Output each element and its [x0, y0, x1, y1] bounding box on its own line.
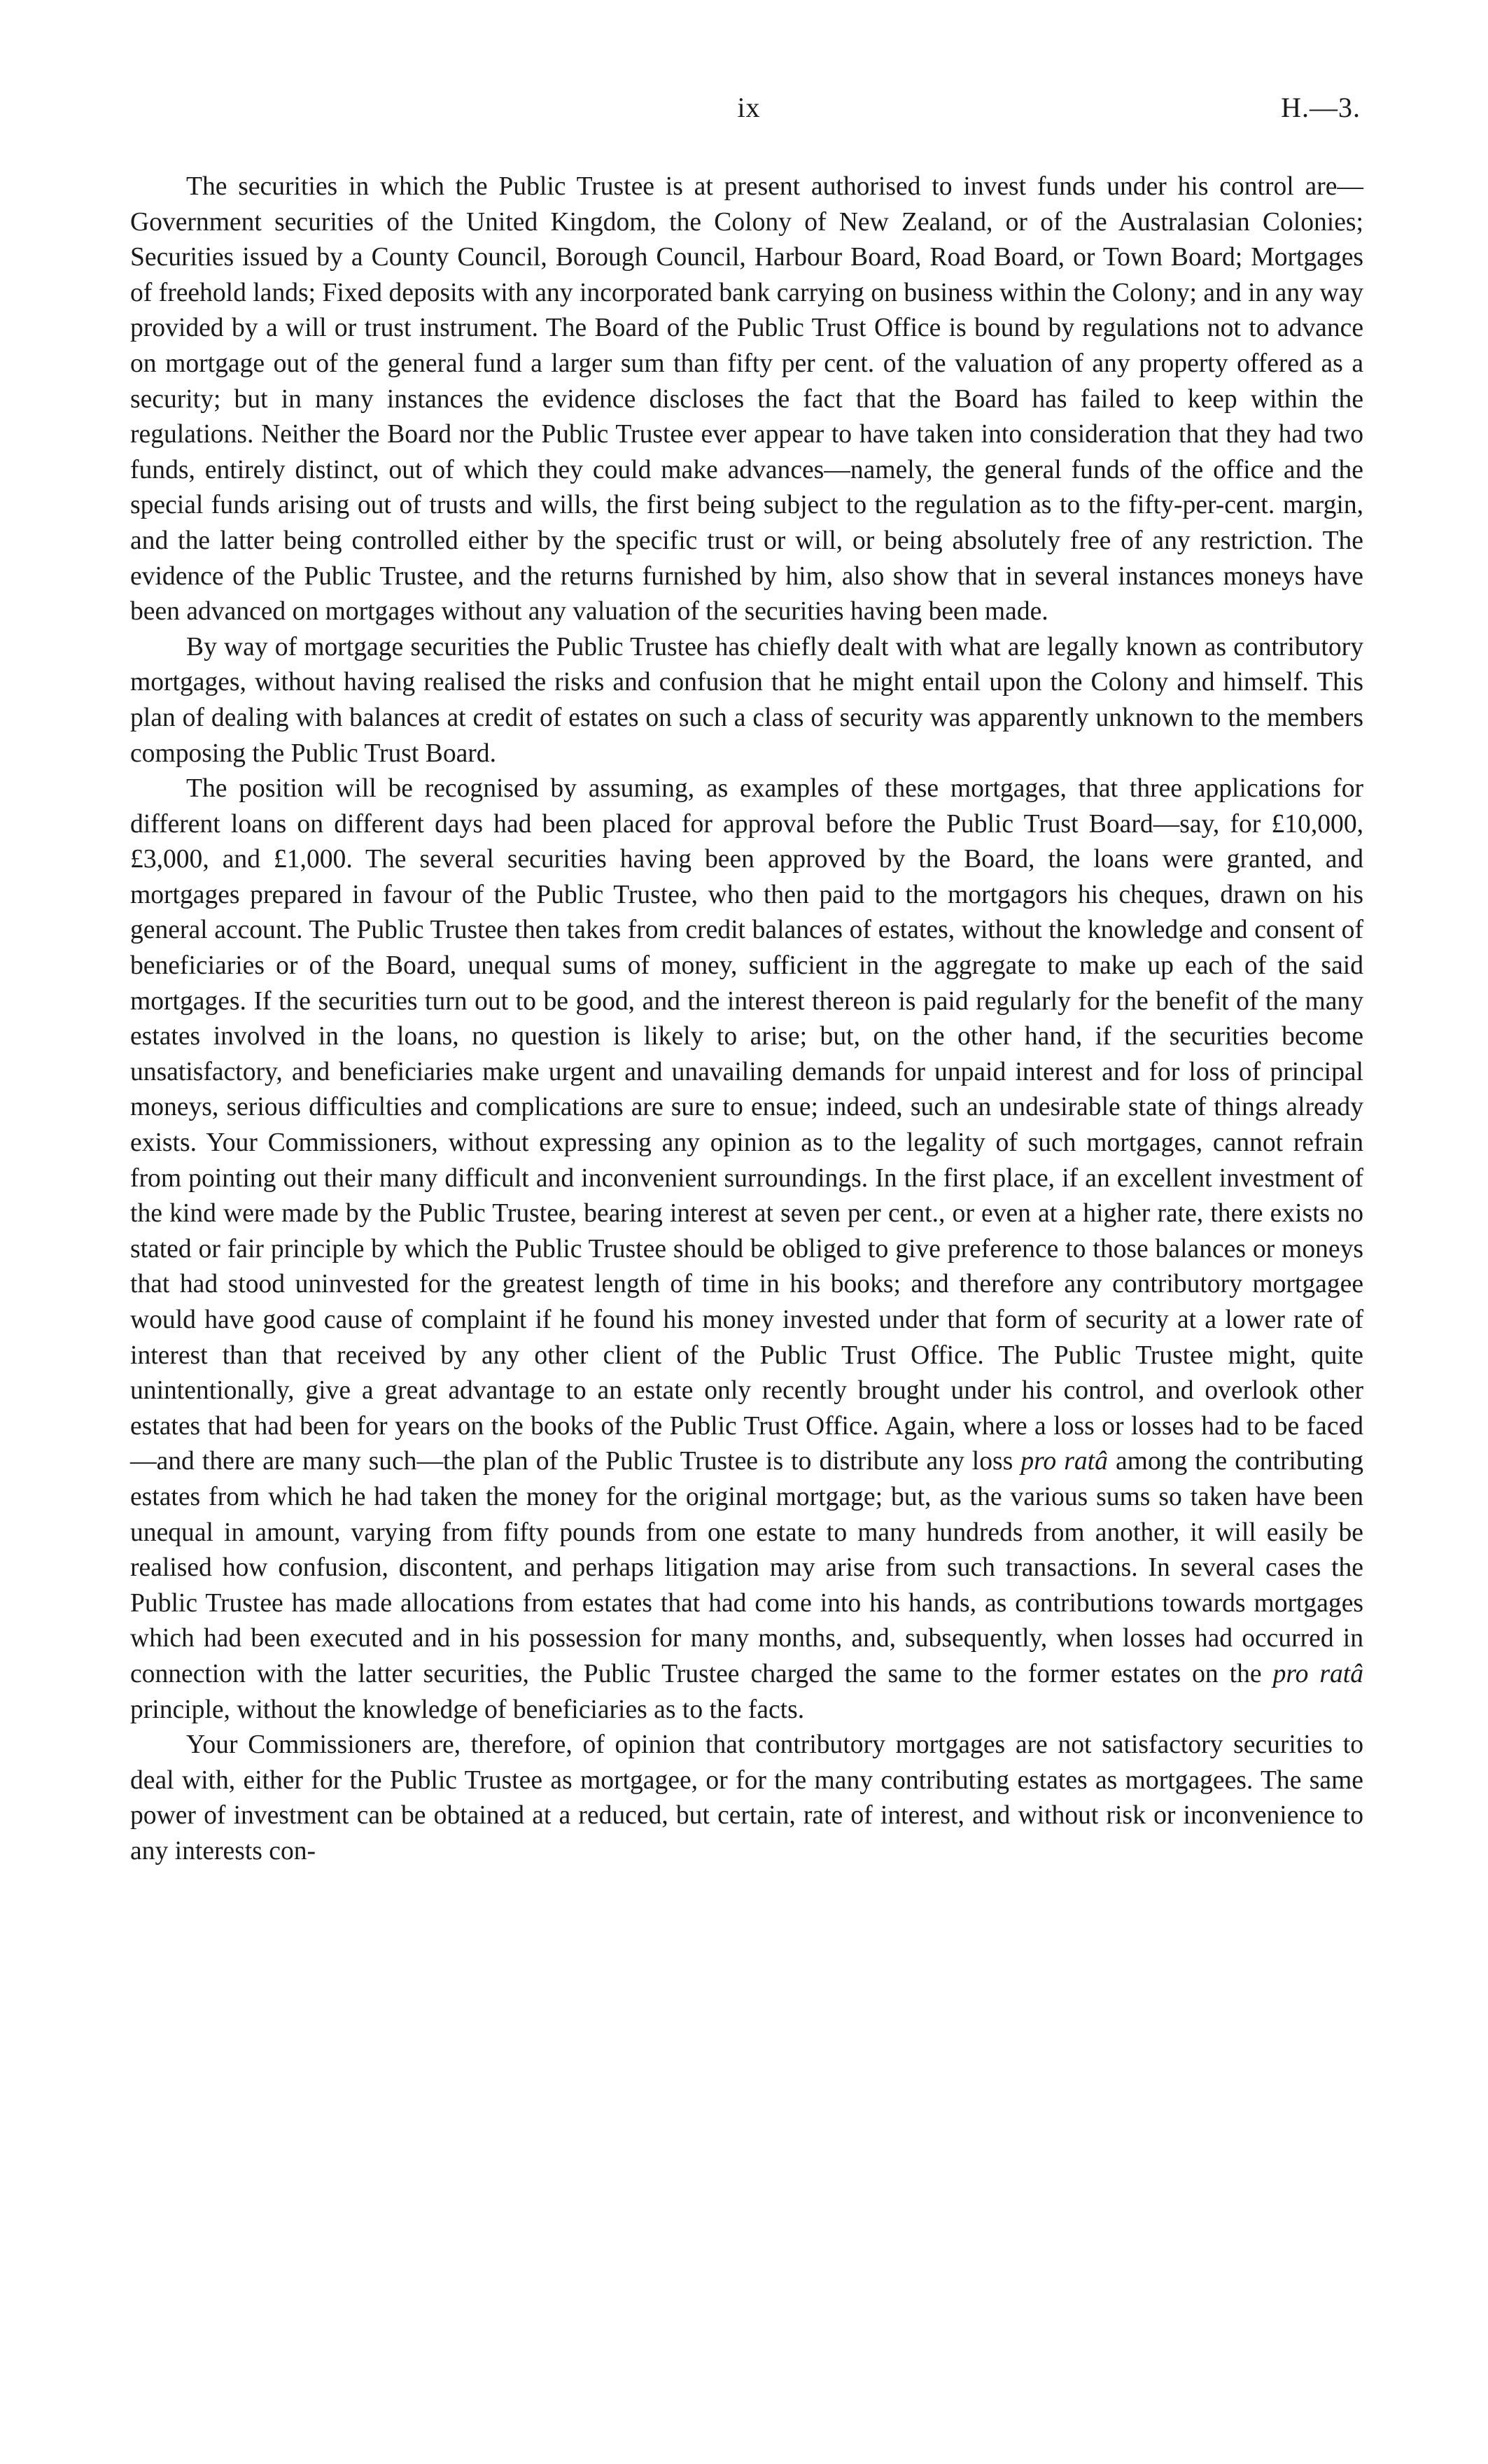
paragraph-commissioners-opinion — [130, 1728, 1363, 1869]
paragraph-text: among the contributing estates from which he had taken the money for the original mortgage; but, as the various sums so taken have been unequal in amount, varying from fifty pounds from one estate to many hundreds from another, it will easily be realised how confusion, discontent, and perhaps litigation may arise from such transactions. In several cases the Public Trustee has made allocations from estates that had come into his hands, as contributions towards mortgages which had been executed and in his possession for many months, and, subsequently, when losses had occurred in connection with the latter securities, the Public Trustee charged the same to the former estates on the — [130, 1447, 1363, 1688]
paragraph-text: Your Commissioners are, therefore, of opinion that contributory mortgages are not satisfactory securities to deal with, either for the Public Trustee as mortgagee, or for the many contributing estates as mortgagees. The same power of investment can be obtained at a reduced, but certain, rate of interest, and without risk or inconvenience to any interests con- — [130, 1730, 1363, 1865]
paragraph-text: By way of mortgage securities the Public Trustee has chiefly dealt with what are legally known as contributory mortgages, without having realised the risks and confusion that he might entail upon the Colony and himself. This plan of dealing with balances at credit of estates on such a class of security was apparently unknown to the members composing the Public Trust Board. — [130, 632, 1363, 768]
latin-phrase: pro ratâ — [1020, 1447, 1108, 1476]
paragraph-text: principle, without the knowledge of beneficiaries as to the facts. — [130, 1695, 805, 1724]
paragraph-securities — [130, 169, 1363, 630]
paragraph-contributory-mortgages — [130, 630, 1363, 771]
latin-phrase: pro ratâ — [1272, 1659, 1363, 1688]
document-reference: H.—3. — [1281, 92, 1361, 123]
page-number: ix — [737, 92, 761, 123]
paragraph-text: The securities in which the Public Trustee is at present authorised to invest funds under his control are—Government securities of the United Kingdom, the Colony of New Zealand, or of the Australasian Colonies; Securities issued by a County Council, Borough Council, Harbour Board, Road Board, or Town Board; Mortgages of freehold lands; Fixed deposits with any incorporated bank carrying on business within the Colony; and in any way provided by a will or trust instrument. The Board of the Public Trust Office is bound by regulations not to advance on mortgage out of the general fund a larger sum than fifty per cent. of the valuation of any property offered as a security; but in many instances the evidence discloses the fact that the Board has failed to keep within the regulations. Neither the Board nor the Public Trustee ever appear to have taken into consideration that they had two funds, entirely distinct, out of which they could make advances—namely, the general funds of the office and the special funds arising out of trusts and wills, the first being subject to the regulation as to the fifty-per-cent. margin, and the latter being controlled either by the specific trust or will, or being absolutely free of any restriction. The evidence of the Public Trustee, and the returns furnished by him, also show that in several instances moneys have been advanced on mortgages without any valuation of the securities having been made. — [130, 172, 1363, 626]
body-text — [130, 169, 1363, 1870]
page-header — [0, 91, 1488, 133]
paragraph-text: The position will be recognised by assuming, as examples of these mortgages, that three applications for different loans on different days had been placed for approval before the Public Trust Board—say, for £10,000, £3,000, and £1,000. The several securities having been approved by the Board, the loans were granted, and mortgages prepared in favour of the Public Trustee, who then paid to the mortgagors his cheques, drawn on his general account. The Public Trustee then takes from credit balances of estates, without the knowledge and consent of beneficiaries or of the Board, unequal sums of money, sufficient in the aggregate to make up each of the said mortgages. If the securities turn out to be good, and the interest thereon is paid regularly for the benefit of the many estates involved in the loans, no question is likely to arise; but, on the other hand, if the securities become unsatisfactory, and beneficiaries make urgent and unavailing demands for unpaid interest and for loss of principal moneys, serious difficulties and complications are sure to ensue; indeed, such an undesirable state of things already exists. Your Commissioners, without expressing any opinion as to the legality of such mortgages, cannot refrain from pointing out their many difficult and inconvenient surroundings. In the first place, if an excellent investment of the kind were made by the Public Trustee, bearing interest at seven per cent., or even at a higher rate, there exists no stated or fair principle by which the Public Trustee should be obliged to give preference to those balances or moneys that had stood uninvested for the greatest length of time in his books; and therefore any contributory mortgagee would have good cause of complaint if he found his money invested under that form of security at a lower rate of interest than that received by any other client of the Public Trust Office. The Public Trustee might, quite unintentionally, give a great advantage to an estate only recently brought under his control, and overlook other estates that had been for years on the books of the Public Trust Office. Again, where a loss or losses had to be faced—and there are many such—the plan of the Public Trustee is to distribute any loss — [130, 774, 1363, 1476]
paragraph-example-position — [130, 771, 1363, 1728]
